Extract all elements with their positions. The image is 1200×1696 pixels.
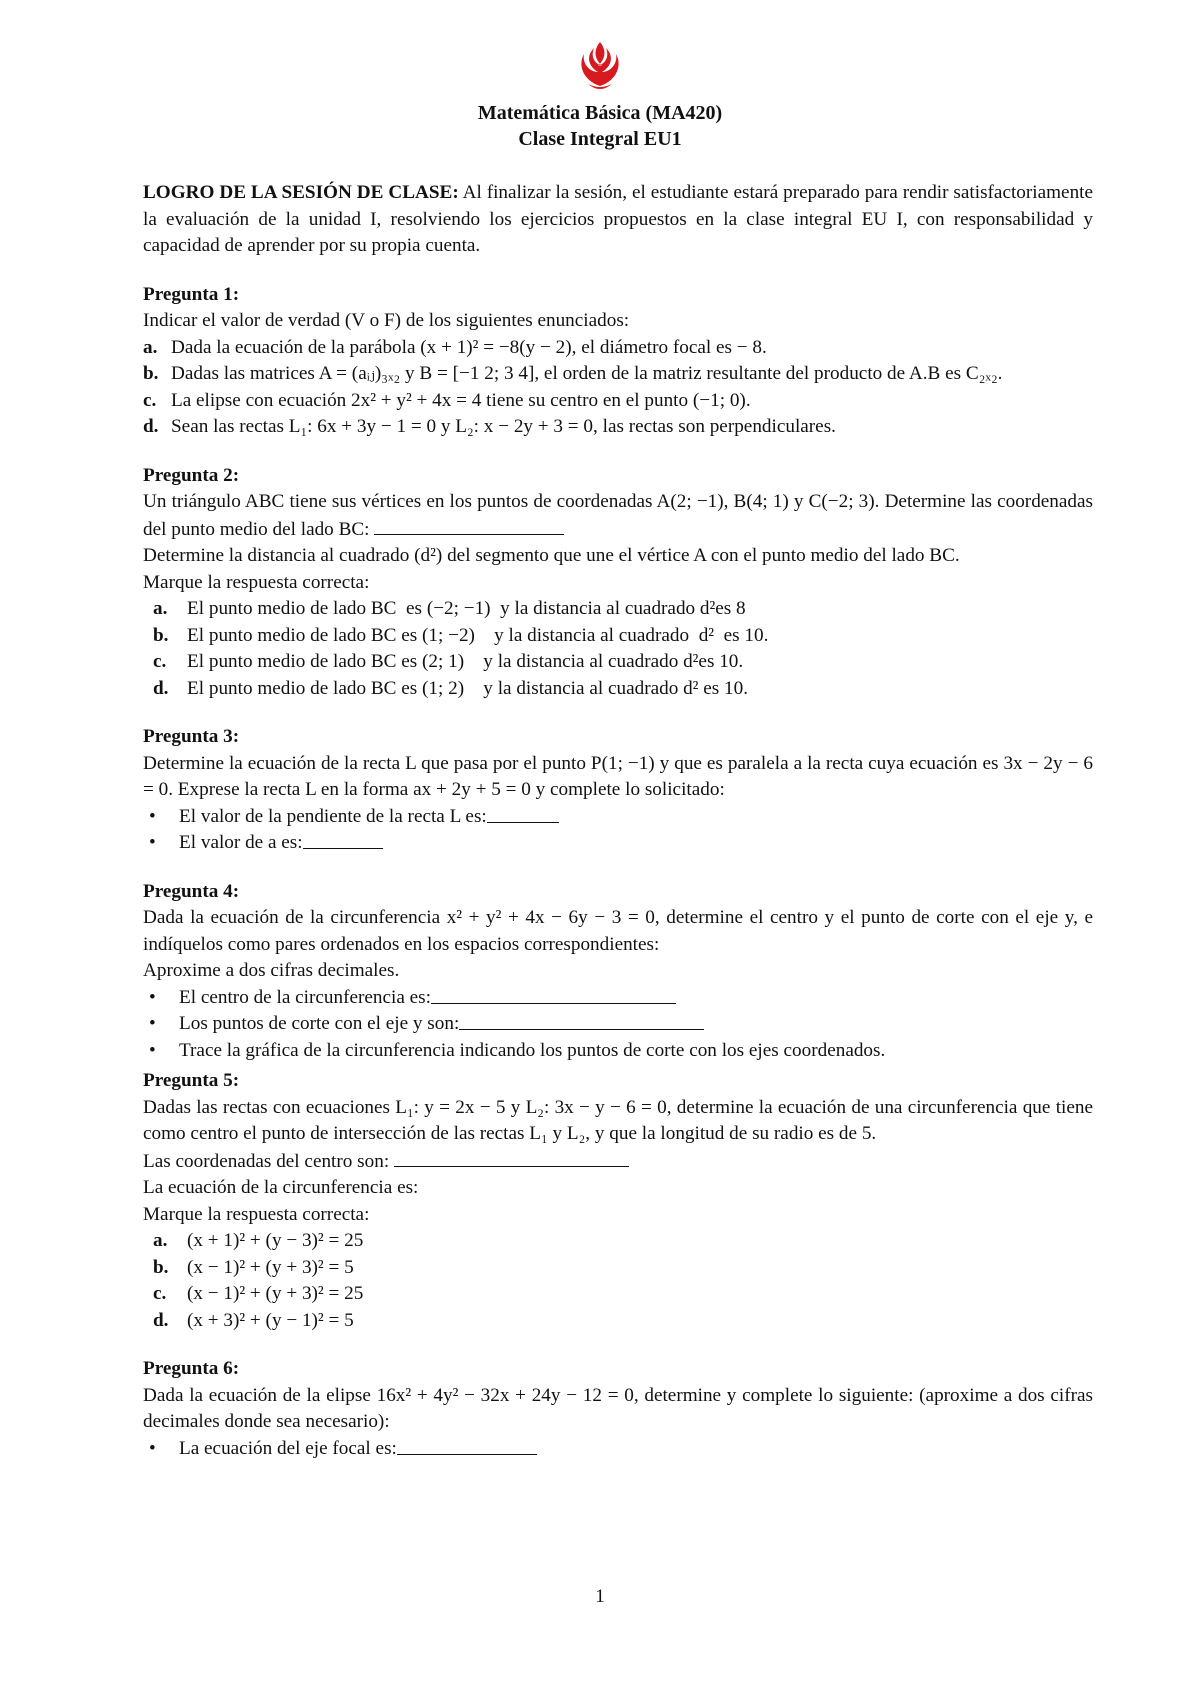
answer-blank[interactable] <box>303 830 383 849</box>
question-5-intro: Dadas las rectas con ecuaciones L₁: y = 2x − 5 y L₂: 3x − y − 6 = 0, determine la ecuación de una circunferencia que tiene como centro el punto de intersección de las rectas L₁ y L₂, y que la longitud de su radio es de 5. <box>143 1096 1093 1144</box>
bullet-icon: • <box>149 986 156 1008</box>
class-title: Clase Integral EU1 <box>518 128 682 150</box>
list-item <box>143 388 1093 415</box>
bullet-icon: • <box>149 805 156 827</box>
option-item[interactable] <box>143 649 1093 676</box>
bullet-text: El valor de a es: <box>179 832 303 853</box>
question-2-prompt: Marque la respuesta correcta: <box>143 571 370 593</box>
option-item[interactable] <box>143 623 1093 650</box>
bullet-text: La ecuación del eje focal es: <box>179 1437 397 1459</box>
answer-blank[interactable] <box>431 985 676 1004</box>
session-goal <box>143 180 1093 260</box>
option-text: (x − 1)² + (y + 3)² = 25 <box>187 1283 364 1304</box>
option-text: El punto medio de lado BC es (1; 2) y la distancia al cuadrado d² es 10. <box>187 677 748 699</box>
option-item[interactable] <box>143 1308 1093 1335</box>
question-4-intro: Dada la ecuación de la circunferencia x² + y² + 4x − 6y − 3 = 0, determine el centro y el punto de corte con el eje y, e indíquelos como pares ordenados en los espacios correspondientes: <box>143 907 1093 955</box>
answer-blank[interactable] <box>459 1011 704 1030</box>
session-goal-label: LOGRO DE LA SESIÓN DE CLASE: <box>143 182 459 203</box>
option-item[interactable] <box>143 1281 1093 1308</box>
course-title: Matemática Básica (MA420) <box>477 102 723 124</box>
bullet-item <box>143 1011 1093 1038</box>
question-6-intro: Dada la ecuación de la elipse 16x² + 4y² − 32x + 24y − 12 = 0, determine y complete lo siguiente: (aproxime a dos cifras decimales donde sea necesario): <box>143 1384 1093 1432</box>
bullet-item <box>143 830 1093 857</box>
option-text: (x + 1)² + (y − 3)² = 25 <box>187 1230 364 1251</box>
option-label: d. <box>153 677 169 699</box>
option-text: El punto medio de lado BC es (2; 1) y la distancia al cuadrado d²es 10. <box>187 651 744 672</box>
item-label: b. <box>143 363 159 384</box>
item-text: Sean las rectas L₁: 6x + 3y − 1 = 0 y L₂: x − 2y + 3 = 0, las rectas son perpendiculares. <box>171 416 836 437</box>
option-label: b. <box>153 1256 169 1278</box>
question-3 <box>143 724 1093 857</box>
option-label: a. <box>153 598 168 619</box>
option-label: a. <box>153 1230 168 1251</box>
question-1 <box>143 282 1093 441</box>
question-2-title: Pregunta 2: <box>143 464 240 486</box>
bullet-icon: • <box>149 1013 156 1034</box>
answer-blank[interactable] <box>374 516 564 535</box>
bullet-icon: • <box>149 1437 156 1459</box>
question-3-intro: Determine la ecuación de la recta L que pasa por el punto P(1; −1) y que es paralela a la recta cuya ecuación es 3x − 2y − 6 = 0. Exprese la recta L en la forma ax + 2y + 5 = 0 y complete lo solicitado: <box>143 752 1093 800</box>
bullet-item <box>143 985 1093 1012</box>
document-body <box>143 180 1093 1462</box>
option-item[interactable] <box>143 676 1093 703</box>
question-2-intro-text: Un triángulo ABC tiene sus vértices en los puntos de coordenadas A(2; −1), B(4; 1) y C(−2; 3). Determine las coordenadas del punto medio del lado BC: <box>143 491 1093 540</box>
option-label: b. <box>153 624 169 646</box>
bullet-text: Los puntos de corte con el eje y son: <box>179 1013 460 1034</box>
answer-blank[interactable] <box>487 804 559 823</box>
option-item[interactable] <box>143 596 1093 623</box>
option-text: El punto medio de lado BC es (−2; −1) y la distancia al cuadrado d²es 8 <box>187 598 746 619</box>
option-item[interactable] <box>143 1228 1093 1255</box>
item-label: c. <box>143 389 157 411</box>
question-6-title: Pregunta 6: <box>143 1358 240 1379</box>
item-label: d. <box>143 416 159 437</box>
question-4-approx: Aproxime a dos cifras decimales. <box>143 960 400 981</box>
question-5-center-text: Las coordenadas del centro son: <box>143 1150 394 1172</box>
item-label: a. <box>143 336 158 358</box>
list-item <box>143 361 1093 388</box>
question-4-title: Pregunta 4: <box>143 880 240 902</box>
question-2 <box>143 463 1093 703</box>
university-logo-icon <box>572 38 628 94</box>
question-2-intro <box>143 489 1093 543</box>
question-1-title: Pregunta 1: <box>143 283 240 305</box>
list-item <box>143 335 1093 362</box>
answer-blank[interactable] <box>397 1436 537 1455</box>
bullet-text: Trace la gráfica de la circunferencia indicando los puntos de corte con los ejes coordenados. <box>179 1039 886 1061</box>
bullet-icon: • <box>149 832 156 853</box>
item-text: Dada la ecuación de la parábola (x + 1)² = −8(y − 2), el diámetro focal es − 8. <box>171 336 767 358</box>
option-text: (x + 3)² + (y − 1)² = 5 <box>187 1309 354 1331</box>
bullet-item <box>143 1436 1093 1463</box>
question-5-center <box>143 1148 1093 1176</box>
bullet-text: El valor de la pendiente de la recta L es: <box>179 805 487 827</box>
question-2-intro2: Determine la distancia al cuadrado (d²) del segmento que une el vértice A con el punto medio del lado BC. <box>143 545 960 566</box>
bullet-icon: • <box>149 1039 156 1061</box>
question-5-title: Pregunta 5: <box>143 1070 240 1091</box>
option-label: d. <box>153 1309 169 1331</box>
answer-blank[interactable] <box>394 1148 629 1167</box>
page-number: 1 <box>595 1586 605 1607</box>
question-5-equation: La ecuación de la circunferencia es: <box>143 1177 419 1198</box>
question-6 <box>143 1356 1093 1462</box>
option-text: El punto medio de lado BC es (1; −2) y la distancia al cuadrado d² es 10. <box>187 624 769 646</box>
item-text: La elipse con ecuación 2x² + y² + 4x = 4 tiene su centro en el punto (−1; 0). <box>171 389 751 411</box>
option-label: c. <box>153 651 167 672</box>
question-5-prompt: Marque la respuesta correcta: <box>143 1203 370 1225</box>
option-item[interactable] <box>143 1255 1093 1282</box>
bullet-item <box>143 1038 1093 1065</box>
question-3-title: Pregunta 3: <box>143 726 240 747</box>
item-text: Dadas las matrices A = (aᵢⱼ)₃ₓ₂ y B = [−1 2; 3 4], el orden de la matriz resultante del producto de A.B es C₂ₓ₂. <box>171 363 1003 384</box>
option-label: c. <box>153 1283 167 1304</box>
list-item <box>143 414 1093 441</box>
document-header <box>0 100 1200 152</box>
session-goal-text: Al finalizar la sesión, el estudiante estará preparado para rendir satisfactoriamente la evaluación de la unidad I, resolviendo los ejercicios propuestos en la clase integral EU I, con responsabilidad y capacidad de aprender por su propia cuenta. <box>143 182 1094 256</box>
bullet-item <box>143 804 1093 831</box>
option-text: (x − 1)² + (y + 3)² = 5 <box>187 1256 354 1278</box>
question-5 <box>143 1068 1093 1334</box>
question-1-intro: Indicar el valor de verdad (V o F) de los siguientes enunciados: <box>143 310 630 331</box>
question-4 <box>143 879 1093 1065</box>
bullet-text: El centro de la circunferencia es: <box>179 986 431 1008</box>
